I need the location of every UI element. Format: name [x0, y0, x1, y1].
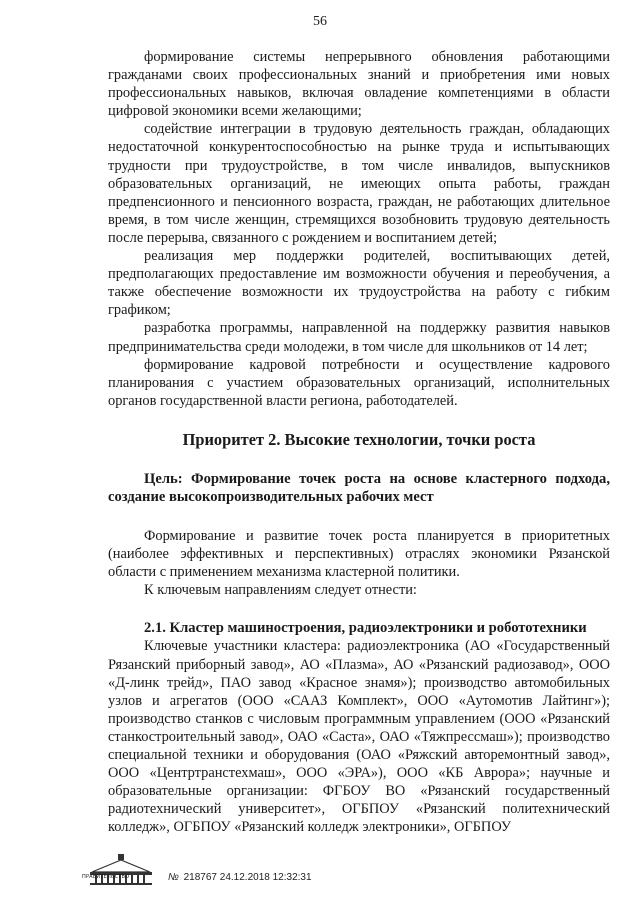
- document-body: [108, 48, 610, 837]
- government-building-logo: [86, 852, 156, 886]
- paragraph: формирование кадровой потребности и осуществление кадрового планирования с участием образовательных организаций, исполнительных органов государственной власти региона, работодателей.: [108, 356, 610, 409]
- spacer: [108, 507, 610, 527]
- paragraph: разработка программы, направленной на поддержку развития навыков предпринимательства среди молодежи, в том числе для школьников от 14 лет;: [108, 320, 610, 355]
- number-sign: №: [168, 872, 179, 883]
- intro-paragraph: Формирование и развитие точек роста планируется в приоритетных (наиболее эффективных и перспективных) отраслях экономики Рязанской области с применением механизма кластерной политики.: [108, 527, 610, 580]
- spacer: [108, 410, 610, 430]
- paragraph: формирование системы непрерывного обновления работающими гражданами своих профессиональных знаний и приобретения ими новых профессиональных навыков, включая овладение компетенциями в области цифровой экономики всеми желающими;: [108, 49, 610, 120]
- spacer: [108, 599, 610, 619]
- priority-heading: Приоритет 2. Высокие технологии, точки роста: [182, 429, 536, 449]
- paragraph: содействие интеграции в трудовую деятельность граждан, обладающих недостаточной конкурентоспособностью на рынке труда и испытывающих трудности при трудоустройстве, в том числе инвалидов, выпускников образовательных организаций, не имеющих опыта работы, граждан предпенсионного и пенсионного возраста, граждан, не работающих длительное время, в том числе женщин, стремящихся возобновить трудовую деятельность после перерыва, связанного с рождением и воспитанием детей;: [108, 121, 610, 246]
- paragraph: реализация мер поддержки родителей, воспитывающих детей, предполагающих предоставление им возможности обучения и переобучения, а также обеспечение возможности их трудоустройства на работу с гибким графиком;: [108, 248, 610, 319]
- document-stamp: [168, 872, 312, 883]
- logo-caption: ПРАВИТЕЛЬСТВО: [82, 874, 130, 880]
- doc-stamp-text: 218767 24.12.2018 12:32:31: [183, 872, 312, 883]
- directions-line: К ключевым направлениям следует отнести:: [144, 581, 417, 598]
- section-paragraph: Ключевые участники кластера: радиоэлектроника (АО «Государственный Рязанский приборный завод», АО «Плазма», АО «Рязанский радиозавод», ООО «Д-линк трейд», ПАО завод «Красное знамя»); производство автомобильных узлов и агрегатов (ООО «СААЗ Комплект», ООО «Аутомотив Лайтинг»); производство станков с числовым программным управлением (ООО «Рязанский станкостроительный завод», ОАО «Саста», ОАО «Тяжпрессмаш»); производство специальной техники и оборудования (ОАО «Ряжский авторемонтный завод», ООО «Центртранстехмаш», ООО «ЭРА»), ООО «КБ Аврора»; научные и образовательные организации: ФГБОУ ВО «Рязанский государственный радиотехнический университет», ОГБПОУ «Рязанский политехнический колледж», ОГБПОУ «Рязанский колледж электроники», ОГБПОУ: [108, 638, 610, 836]
- goal-heading: Цель: Формирование точек роста на основе кластерного подхода, создание высокопроизводительных рабочих мест: [108, 470, 610, 506]
- spacer: [108, 450, 610, 470]
- page-number: 56: [313, 14, 327, 29]
- section-heading: 2.1. Кластер машиностроения, радиоэлектроники и робототехники: [144, 620, 587, 637]
